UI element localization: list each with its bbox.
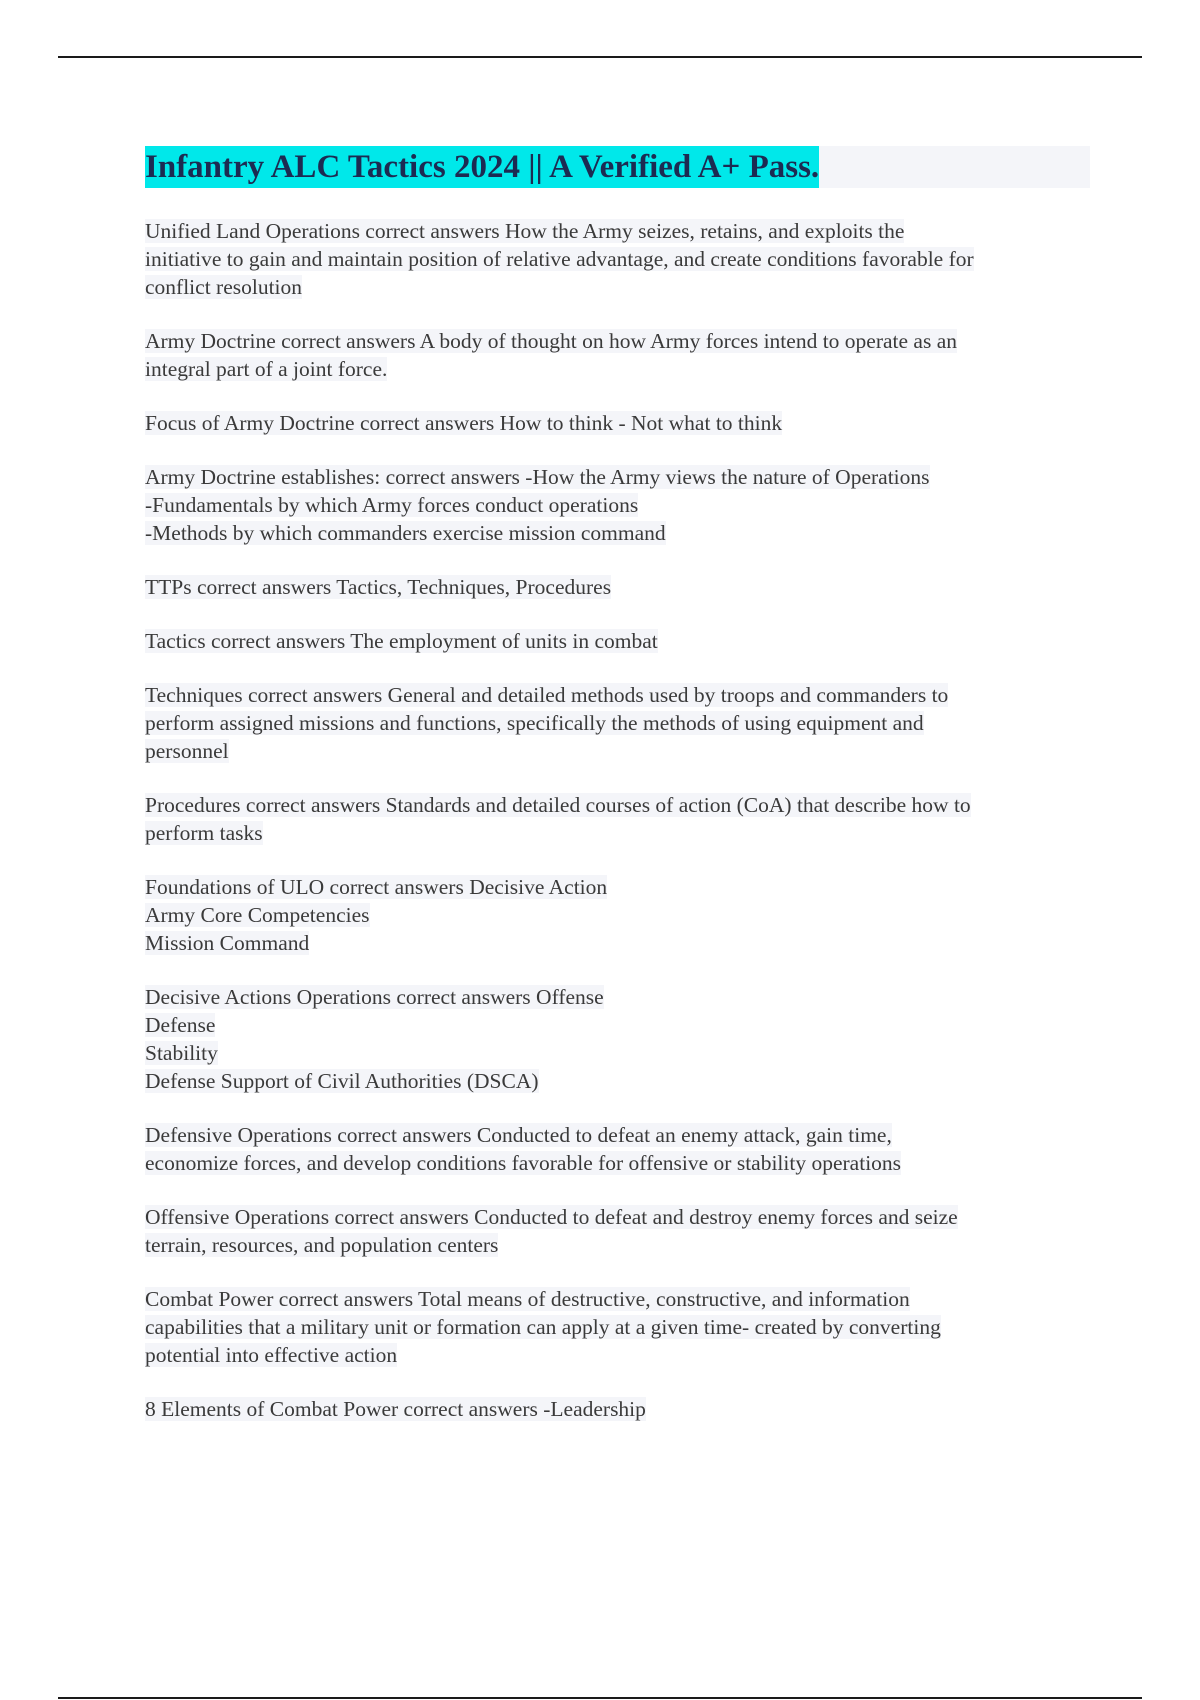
bottom-rule bbox=[58, 1697, 1142, 1699]
qa-entry bbox=[145, 463, 1090, 547]
entry-line: Offensive Operations correct answers Conducted to defeat and destroy enemy forces and seize bbox=[145, 1205, 958, 1229]
entry-line: capabilities that a military unit or formation can apply at a given time- created by converting bbox=[145, 1315, 941, 1339]
entry-line: Army Core Competencies bbox=[145, 903, 370, 927]
qa-entry bbox=[145, 1203, 1090, 1259]
qa-entry bbox=[145, 409, 1090, 437]
qa-entry bbox=[145, 217, 1090, 301]
entry-line: 8 Elements of Combat Power correct answers -Leadership bbox=[145, 1397, 646, 1421]
entry-line: Decisive Actions Operations correct answers Offense bbox=[145, 985, 604, 1009]
qa-entry bbox=[145, 1285, 1090, 1369]
qa-entry bbox=[145, 327, 1090, 383]
entry-line: personnel bbox=[145, 739, 229, 763]
title-band bbox=[145, 146, 1090, 188]
entry-line: terrain, resources, and population centers bbox=[145, 1233, 499, 1257]
entry-line: Foundations of ULO correct answers Decisive Action bbox=[145, 875, 608, 899]
entry-line: perform assigned missions and functions, specifically the methods of using equipment and bbox=[145, 711, 924, 735]
entry-line: Combat Power correct answers Total means of destructive, constructive, and information bbox=[145, 1287, 910, 1311]
entry-line: Procedures correct answers Standards and detailed courses of action (CoA) that describe how to bbox=[145, 793, 971, 817]
qa-entry bbox=[145, 627, 1090, 655]
entry-line: TTPs correct answers Tactics, Techniques, Procedures bbox=[145, 575, 612, 599]
top-rule bbox=[58, 56, 1142, 58]
document-title: Infantry ALC Tactics 2024 || A Verified A+ Pass. bbox=[145, 146, 819, 188]
entry-line: Unified Land Operations correct answers How the Army seizes, retains, and exploits the bbox=[145, 219, 905, 243]
entry-line: Defense bbox=[145, 1013, 216, 1037]
qa-entry bbox=[145, 873, 1090, 957]
entry-line: integral part of a joint force. bbox=[145, 357, 388, 381]
entry-line: Tactics correct answers The employment of units in combat bbox=[145, 629, 658, 653]
entry-line: Mission Command bbox=[145, 931, 310, 955]
entry-line: economize forces, and develop conditions favorable for offensive or stability operations bbox=[145, 1151, 902, 1175]
entry-line: potential into effective action bbox=[145, 1343, 398, 1367]
qa-entry bbox=[145, 573, 1090, 601]
qa-list bbox=[145, 217, 1090, 1423]
entry-line: -Fundamentals by which Army forces conduct operations bbox=[145, 493, 639, 517]
qa-entry bbox=[145, 983, 1090, 1095]
entry-line: perform tasks bbox=[145, 821, 263, 845]
qa-entry bbox=[145, 791, 1090, 847]
entry-line: Army Doctrine correct answers A body of thought on how Army forces intend to operate as an bbox=[145, 329, 958, 353]
entry-line: Army Doctrine establishes: correct answers -How the Army views the nature of Operations bbox=[145, 465, 930, 489]
entry-line: conflict resolution bbox=[145, 275, 303, 299]
document-body bbox=[145, 146, 1090, 1449]
qa-entry bbox=[145, 1121, 1090, 1177]
entry-line: Techniques correct answers General and detailed methods used by troops and commanders to bbox=[145, 683, 949, 707]
entry-line: Defensive Operations correct answers Conducted to defeat an enemy attack, gain time, bbox=[145, 1123, 892, 1147]
qa-entry bbox=[145, 1395, 1090, 1423]
entry-line: initiative to gain and maintain position of relative advantage, and create conditions favorable for bbox=[145, 247, 974, 271]
entry-line: Defense Support of Civil Authorities (DSCA) bbox=[145, 1069, 539, 1093]
qa-entry bbox=[145, 681, 1090, 765]
entry-line: Stability bbox=[145, 1041, 218, 1065]
entry-line: Focus of Army Doctrine correct answers How to think - Not what to think bbox=[145, 411, 783, 435]
entry-line: -Methods by which commanders exercise mission command bbox=[145, 521, 666, 545]
